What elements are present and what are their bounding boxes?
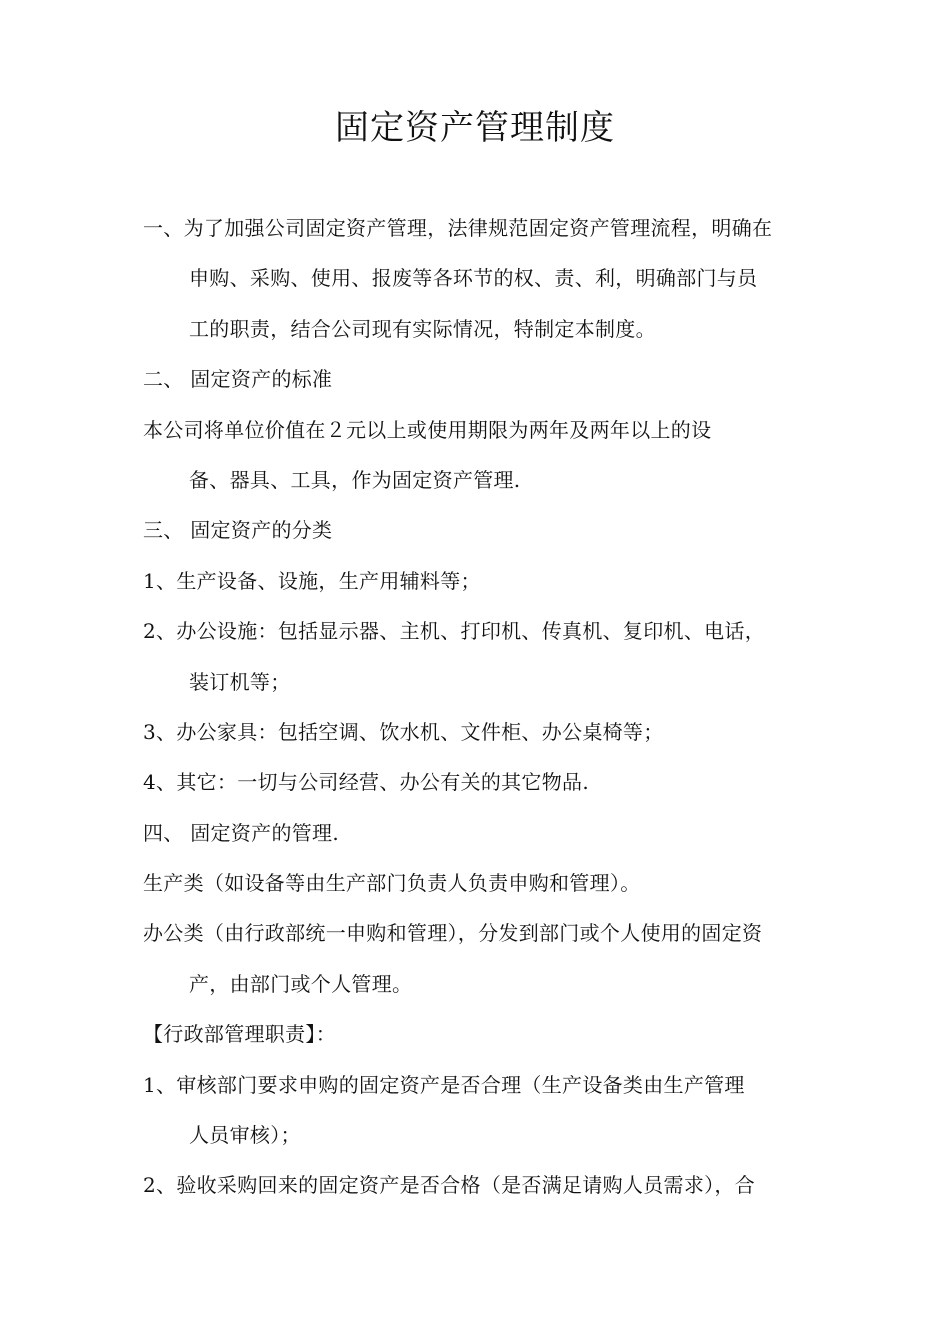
- list-item: 2、验收采购回来的固定资产是否合格（是否满足请购人员需求），合: [143, 1173, 756, 1198]
- section-heading: 四、 固定资产的管理.: [143, 820, 340, 845]
- paragraph-line: 备、器具、工具，作为固定资产管理.: [189, 467, 521, 492]
- paragraph-line: 办公类（由行政部统一申购和管理），分发到部门或个人使用的固定资: [143, 921, 763, 946]
- document-body: [143, 206, 833, 1214]
- list-item: 3、办公家具：包括空调、饮水机、文件柜、办公桌椅等；: [143, 719, 664, 744]
- document-title: 固定资产管理制度: [335, 108, 615, 148]
- paragraph-line: 本公司将单位价值在２元以上或使用期限为两年及两年以上的设: [143, 417, 712, 442]
- paragraph-line: 产，由部门或个人管理。: [189, 971, 413, 996]
- subsection-heading: 【行政部管理职责】：: [143, 1022, 336, 1047]
- list-item: 1、生产设备、设施，生产用辅料等；: [143, 568, 481, 593]
- list-item: 2、办公设施：包括显示器、主机、打印机、传真机、复印机、电话，: [143, 619, 766, 644]
- paragraph-line: 生产类（如设备等由生产部门负责人负责申购和管理）。: [143, 871, 641, 896]
- list-item: 1、审核部门要求申购的固定资产是否合理（生产设备类由生产管理: [143, 1072, 745, 1097]
- paragraph-line: 工的职责，结合公司现有实际情况，特制定本制度。: [189, 316, 656, 341]
- paragraph-line: 一、为了加强公司固定资产管理，法律规范固定资产管理流程，明确在: [143, 216, 773, 240]
- section-heading: 三、 固定资产的分类: [143, 518, 333, 543]
- list-item-continuation: 人员审核）；: [189, 1123, 301, 1148]
- section-heading: 二、 固定资产的标准: [143, 367, 333, 392]
- paragraph-line: 申购、采购、使用、报废等各环节的权、责、利，明确部门与员: [189, 266, 758, 291]
- list-item-continuation: 装订机等；: [189, 669, 291, 694]
- list-item: 4、其它：一切与公司经营、办公有关的其它物品.: [143, 770, 589, 795]
